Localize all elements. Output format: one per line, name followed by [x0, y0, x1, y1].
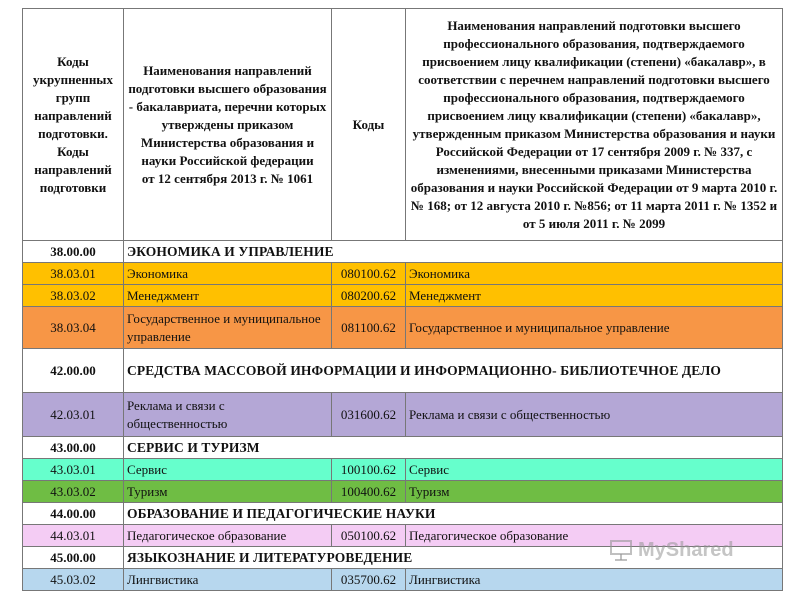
table-row	[23, 263, 783, 285]
direction-name: Педагогическое образование	[124, 525, 332, 547]
group-code: 43.00.00	[23, 437, 124, 459]
group-code: 38.00.00	[23, 241, 124, 263]
header-decree-date: от 12 сентября 2013 г. № 1061	[141, 170, 314, 186]
group-name: СРЕДСТВА МАССОВОЙ ИНФОРМАЦИИ И ИНФОРМАЦИОННО- БИБЛИОТЕЧНОЕ ДЕЛО	[124, 349, 783, 393]
group-code: 45.00.00	[23, 547, 124, 569]
old-code: 031600.62	[332, 393, 406, 437]
watermark-text: MyShared	[638, 538, 734, 561]
group-name: ОБРАЗОВАНИЕ И ПЕДАГОГИЧЕСКИЕ НАУКИ	[124, 503, 783, 525]
old-name: Реклама и связи с общественностью	[406, 393, 783, 437]
old-name: Менеджмент	[406, 285, 783, 307]
header-group-codes: Коды укрупненных групп направлений подготовки. Коды направлений подготовки	[23, 9, 124, 241]
direction-name: Сервис	[124, 459, 332, 481]
table-row	[23, 459, 783, 481]
old-code: 035700.62	[332, 569, 406, 591]
direction-code: 38.03.01	[23, 263, 124, 285]
table-row	[23, 307, 783, 349]
direction-code: 38.03.02	[23, 285, 124, 307]
direction-name: Менеджмент	[124, 285, 332, 307]
header-row	[23, 9, 783, 241]
group-code: 42.00.00	[23, 349, 124, 393]
direction-code: 42.03.01	[23, 393, 124, 437]
direction-code: 44.03.01	[23, 525, 124, 547]
direction-name: Экономика	[124, 263, 332, 285]
group-row	[23, 547, 783, 569]
direction-name: Реклама и связи с общественностью	[124, 393, 332, 437]
direction-code: 43.03.01	[23, 459, 124, 481]
old-name: Сервис	[406, 459, 783, 481]
old-name: Педагогическое образование	[406, 525, 783, 547]
old-code: 100400.62	[332, 481, 406, 503]
direction-name: Лингвистика	[124, 569, 332, 591]
group-row	[23, 437, 783, 459]
old-code: 050100.62	[332, 525, 406, 547]
direction-name: Государственное и муниципальное управление	[124, 307, 332, 349]
old-name: Экономика	[406, 263, 783, 285]
old-name: Государственное и муниципальное управление	[406, 307, 783, 349]
header-new-names: Наименования направлений подготовки высшего образования - бакалавриата, перечни которых утверждены приказом Министерства образования и науки Российской федерации от 12 сентября 2013 г. № 1061	[124, 9, 332, 241]
group-row	[23, 349, 783, 393]
direction-code: 43.03.02	[23, 481, 124, 503]
old-code: 080100.62	[332, 263, 406, 285]
group-code: 44.00.00	[23, 503, 124, 525]
table-row	[23, 569, 783, 591]
table-row	[23, 481, 783, 503]
old-name: Лингвистика	[406, 569, 783, 591]
old-code: 080200.62	[332, 285, 406, 307]
direction-code: 45.03.02	[23, 569, 124, 591]
direction-name: Туризм	[124, 481, 332, 503]
header-codes: Коды	[332, 9, 406, 241]
directions-table	[22, 8, 783, 591]
group-name: ЯЗЫКОЗНАНИЕ И ЛИТЕРАТУРОВЕДЕНИЕ	[124, 547, 783, 569]
direction-code: 38.03.04	[23, 307, 124, 349]
table-row	[23, 393, 783, 437]
group-row	[23, 241, 783, 263]
old-code: 081100.62	[332, 307, 406, 349]
old-name: Туризм	[406, 481, 783, 503]
table-row	[23, 525, 783, 547]
table-row	[23, 285, 783, 307]
old-code: 100100.62	[332, 459, 406, 481]
header-old-names: Наименования направлений подготовки высшего профессионального образования, подтверждаемого присвоением лицу квалификации (степени) «бакалавр», в соответствии с перечнем направлений подготовки высшего профессионального образования, подтверждаемого присвоением лицу квалификации (степени) «бакалавр», утвержденным приказом Министерства образования и науки Российской Федерации от 17 сентября 2009 г. № 337, с изменениями, внесенными приказами Министерства образования и науки Российской Федерации от 9 марта 2010 г. № 168; от 12 августа 2010 г. №856; от 11 марта 2011 г. № 1352 и от 5 июля 2011 г. № 2099	[406, 9, 783, 241]
group-name: СЕРВИС И ТУРИЗМ	[124, 437, 783, 459]
group-row	[23, 503, 783, 525]
group-name: ЭКОНОМИКА И УПРАВЛЕНИЕ	[124, 241, 783, 263]
